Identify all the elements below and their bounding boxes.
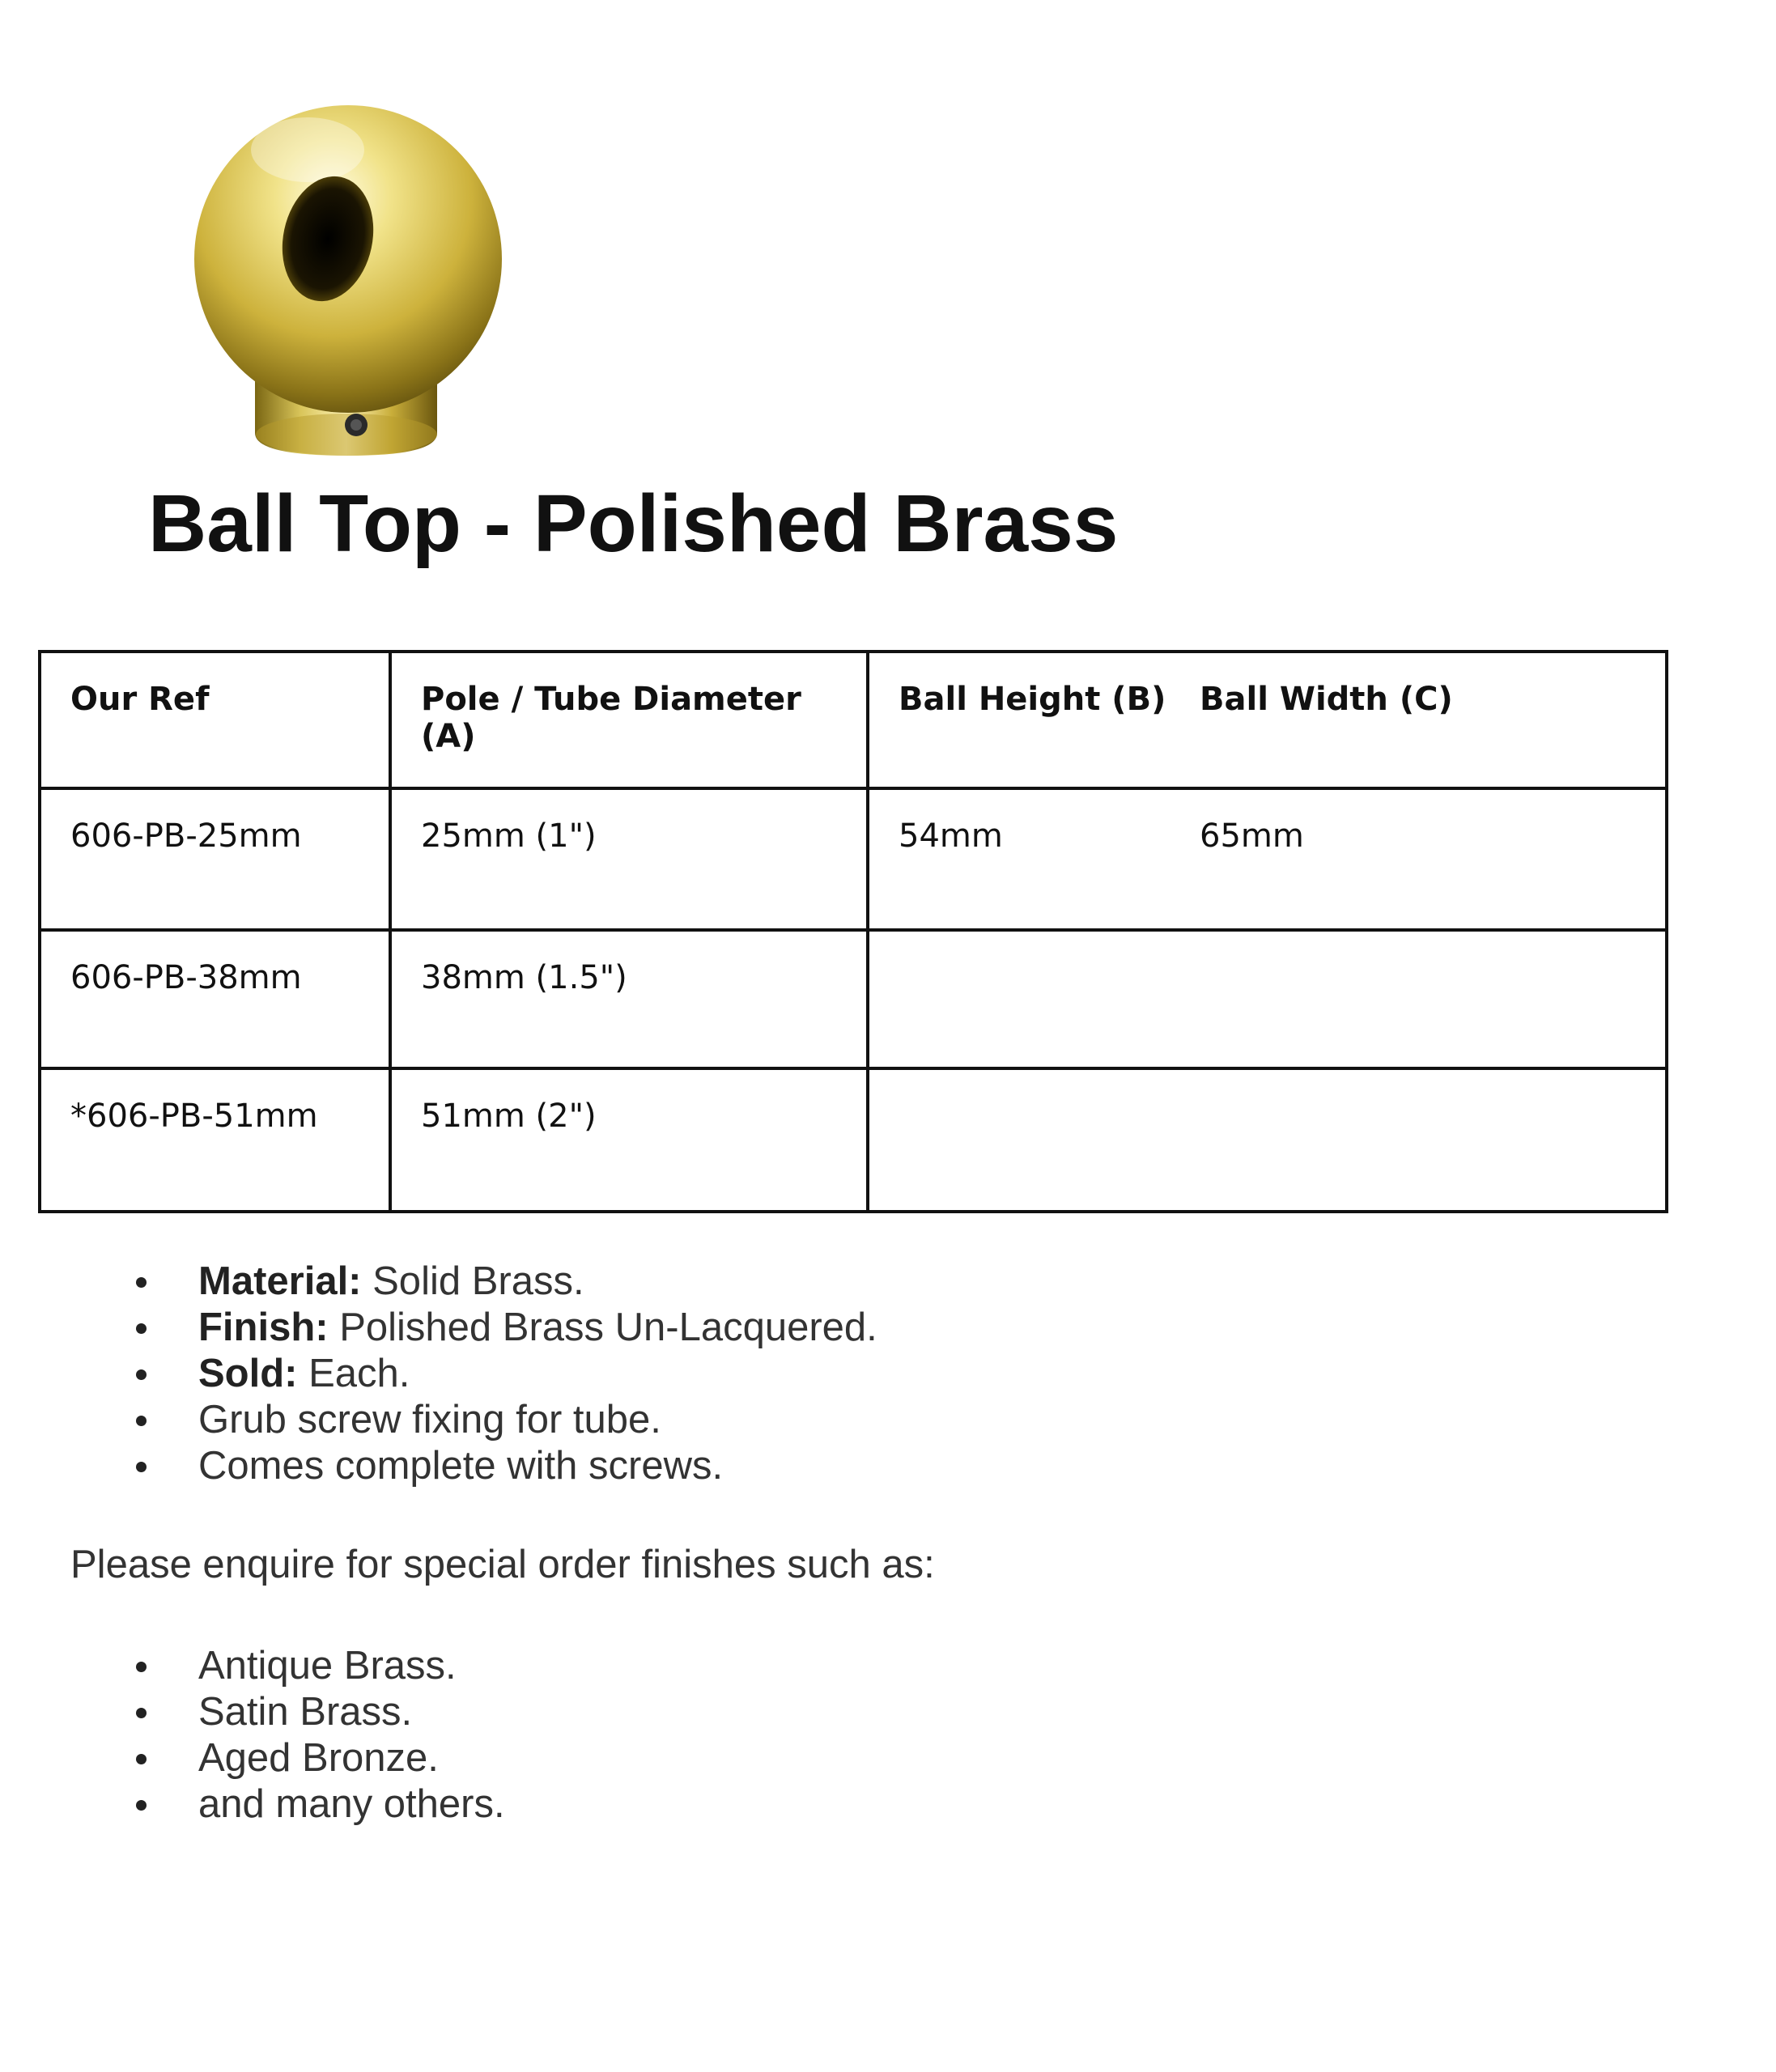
page-title: Ball Top - Polished Brass xyxy=(148,478,1119,569)
header-diameter: Pole / Tube Diameter (A) xyxy=(390,652,868,788)
bullet-icon xyxy=(136,1462,147,1472)
bullet-icon xyxy=(136,1369,147,1380)
cell-dimensions xyxy=(868,788,1667,930)
feature-list xyxy=(130,1259,877,1489)
bullet-icon xyxy=(136,1277,147,1288)
feature-text: Each. xyxy=(297,1352,410,1395)
list-item xyxy=(130,1351,877,1397)
feature-text: Grub screw fixing for tube. xyxy=(198,1398,661,1441)
list-item xyxy=(130,1305,877,1351)
finish-text: Satin Brass. xyxy=(198,1690,413,1734)
enquire-text: Please enquire for special order finishes such as: xyxy=(70,1543,935,1586)
brass-ball-top-photo xyxy=(194,77,518,465)
feature-label: Material: xyxy=(198,1259,362,1303)
list-item xyxy=(130,1259,877,1305)
bullet-icon xyxy=(136,1754,147,1764)
feature-text: Comes complete with screws. xyxy=(198,1444,724,1488)
cell-ball-height: 54mm xyxy=(899,817,1003,855)
cell-dimensions xyxy=(868,930,1667,1068)
bullet-icon xyxy=(136,1800,147,1811)
list-item xyxy=(130,1643,505,1689)
bullet-icon xyxy=(136,1323,147,1334)
header-ball-width: Ball Width (C) xyxy=(1200,681,1453,718)
cell-diameter: 51mm (2") xyxy=(390,1068,868,1212)
finishes-list xyxy=(130,1643,505,1828)
bullet-icon xyxy=(136,1708,147,1718)
cell-ball-width: 65mm xyxy=(1200,817,1304,855)
header-dimensions xyxy=(868,652,1667,788)
feature-text: Solid Brass. xyxy=(361,1259,584,1303)
list-item xyxy=(130,1689,505,1735)
list-item xyxy=(130,1781,505,1828)
feature-label: Finish: xyxy=(198,1306,329,1349)
feature-text: Polished Brass Un-Lacquered. xyxy=(328,1306,877,1349)
bullet-icon xyxy=(136,1662,147,1672)
finish-text: Antique Brass. xyxy=(198,1644,457,1688)
cell-ref: 606-PB-38mm xyxy=(40,930,390,1068)
cell-dimensions xyxy=(868,1068,1667,1212)
list-item xyxy=(130,1397,877,1443)
table-row xyxy=(40,930,1667,1068)
spec-table xyxy=(38,650,1668,1213)
finish-text: and many others. xyxy=(198,1782,505,1826)
table-header-row xyxy=(40,652,1667,788)
cell-ref: 606-PB-25mm xyxy=(40,788,390,930)
cell-diameter: 25mm (1") xyxy=(390,788,868,930)
list-item xyxy=(130,1443,877,1489)
list-item xyxy=(130,1735,505,1781)
table-row xyxy=(40,1068,1667,1212)
cell-diameter: 38mm (1.5") xyxy=(390,930,868,1068)
bullet-icon xyxy=(136,1416,147,1426)
table-row xyxy=(40,788,1667,930)
finish-text: Aged Bronze. xyxy=(198,1736,439,1780)
header-our-ref: Our Ref xyxy=(40,652,390,788)
feature-label: Sold: xyxy=(198,1352,298,1395)
header-ball-height: Ball Height (B) xyxy=(899,681,1166,718)
cell-ref: *606-PB-51mm xyxy=(40,1068,390,1212)
